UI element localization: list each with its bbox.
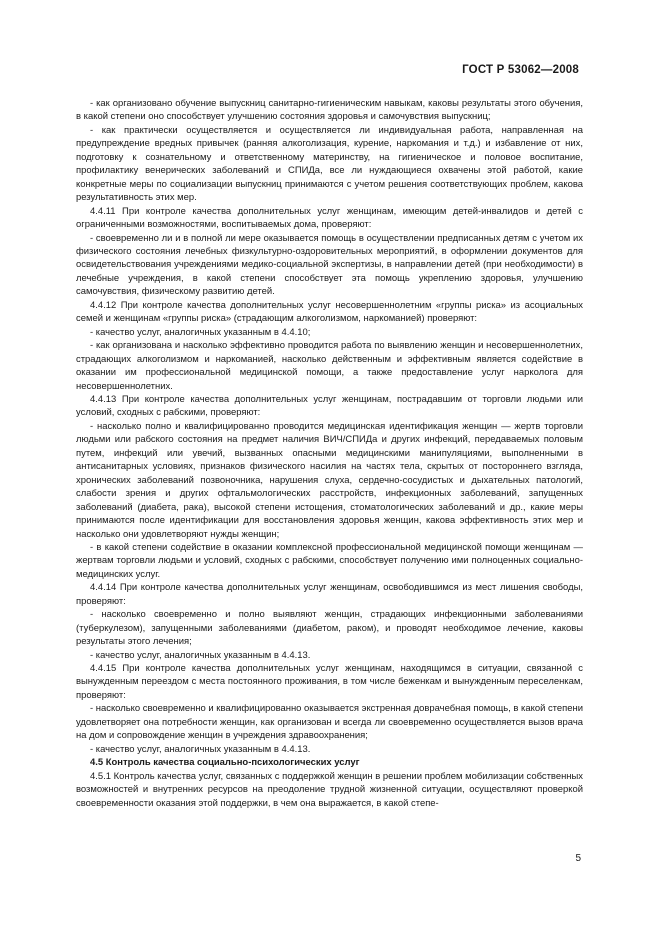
paragraph-1: - как организовано обучение выпускниц санитарно-гигиеническим навыкам, каковы результаты этого обучения, в какой степени оно способствует улучшению состояния здоровья и самочувствия выпускниц; <box>76 98 583 123</box>
paragraph-16: - качество услуг, аналогичных указанным в 4.4.13. <box>90 743 311 755</box>
paragraph-4-5-1: 4.5.1 Контроль качества услуг, связанных с поддержкой женщин в решении проблем мобилизации собственных возможностей и внутренних ресурсов на преодоление трудной жизненной ситуации, осуществляют проверкой своевременности оказания этой поддержки, в чем она выражается, в какой степе- <box>76 770 583 809</box>
paragraph-10: - в какой степени содействие в оказании комплексной профессиональной медицинской помощи женщинам — жертвам торговли людьми и условий, сходных с рабскими, способствует получению ими полноценных социально-медицинских услуг. <box>76 541 583 580</box>
paragraph-4-4-11: 4.4.11 При контроле качества дополнительных услуг женщинам, имеющим детей-инвалидов и детей с ограниченными возможностями, воспитываемых дома, проверяют: <box>76 205 583 231</box>
section-heading-4-5: 4.5 Контроль качества социально-психологических услуг <box>90 757 360 769</box>
paragraph-4-4-14: 4.4.14 При контроле качества дополнительных услуг женщинам, освободившимся из мест лишения свободы, проверяют: <box>76 582 583 607</box>
paragraph-12: - насколько своевременно и полно выявляют женщин, страдающих инфекционными заболеваниями (туберкулезом), запущенными заболеваниями (диабетом, раком), и проводят необходимое лечение, каковы результаты этого лечения; <box>76 609 583 648</box>
paragraph-2: - как практически осуществляется и осуществляется ли индивидуальная работа, направленная на предупреждение вредных привычек (ранняя алкоголизация, курение, наркомания и т.д.) и избавление от них, подготовку к сознательному и ответственному материнству, на гигиеническое и половое воспитание, профилактику венерических заболеваний и СПИДа, все ли нуждающиеся охвачены этой работой, какие конкретные меры по социализации выпускниц принимаются с учетом решения соответствующих проблем, какова результативность этих мер. <box>76 124 583 204</box>
paragraph-4-4-12: 4.4.12 При контроле качества дополнительных услуг несовершеннолетним «группы риска» из асоциальных семей и женщинам «группы риска» (страдающим алкоголизмом, наркоманией) проверяют: <box>76 299 583 325</box>
standard-number-header: ГОСТ Р 53062—2008 <box>462 64 579 76</box>
paragraph-15: - насколько своевременно и квалифицированно оказывается экстренная доврачебная помощь, в какой степени удовлетворяет она потребности женщин, как организован и всегда ли своевременно осуществляется вызов врача на дом и сопровождение женщин в учреждения здравоохранения; <box>76 703 583 742</box>
paragraph-7: - как организована и насколько эффективно проводится работа по выявлению женщин и несовершеннолетних, страдающих алкоголизмом и наркоманией, насколько действенным и эффективным является содействие в оказании им профессиональной медицинской помощи, а также предоставление услуг нарколога для несовершеннолетних. <box>76 340 583 392</box>
document-body <box>76 97 583 810</box>
paragraph-4-4-13: 4.4.13 При контроле качества дополнительных услуг женщинам, пострадавшим от торговли людьми или условий, сходных с рабскими, проверяют: <box>76 393 583 419</box>
paragraph-6: - качество услуг, аналогичных указанным в 4.4.10; <box>90 326 311 338</box>
paragraph-13: - качество услуг, аналогичных указанным в 4.4.13. <box>90 649 311 661</box>
paragraph-4-4-15: 4.4.15 При контроле качества дополнительных услуг женщинам, находящимся в ситуации, связанной с вынужденным переездом с места постоянного проживания, в том числе беженкам и вынужденным переселенкам, проверяют: <box>76 663 583 701</box>
paragraph-4: - своевременно ли и в полной ли мере оказывается помощь в осуществлении предписанных детям с учетом их физического состояния лечебных физкультурно-оздоровительных мероприятий, в оформлении документов для освидетельствования учреждениями медико-социальной экспертизы, в направлении детей (при необходимости) в лечебные учреждения, в какой степени способствует эта помощь укреплению здоровья, улучшению самочувствия, физическому развитию детей. <box>76 232 583 298</box>
paragraph-9: - насколько полно и квалифицированно проводится медицинская идентификация женщин — жертв торговли людьми или рабского состояния на предмет наличия ВИЧ/СПИДа и других инфекций, передаваемых половым путем, инфекций или увечий, вызванных опасными медицинскими манипуляциями, выполненными в антисанитарных условиях, признаков физического насилия на частях тела, скрытых от постороннего взгляда, хронических заболеваний позвоночника, нарушения слуха, сердечно-сосудистых и дыхательных патологий, слабости зрения и других офтальмологических расстройств, инфекционных заболеваний, запущенных заболеваний (диабета, рака), высокой степени истощения, стоматологических заболеваний и др., какие меры принимаются после идентификации для восстановления здоровья женщин, какова эффективность этих мер и насколько они удовлетворяют нужды женщин; <box>76 420 583 540</box>
page-number: 5 <box>575 853 581 864</box>
